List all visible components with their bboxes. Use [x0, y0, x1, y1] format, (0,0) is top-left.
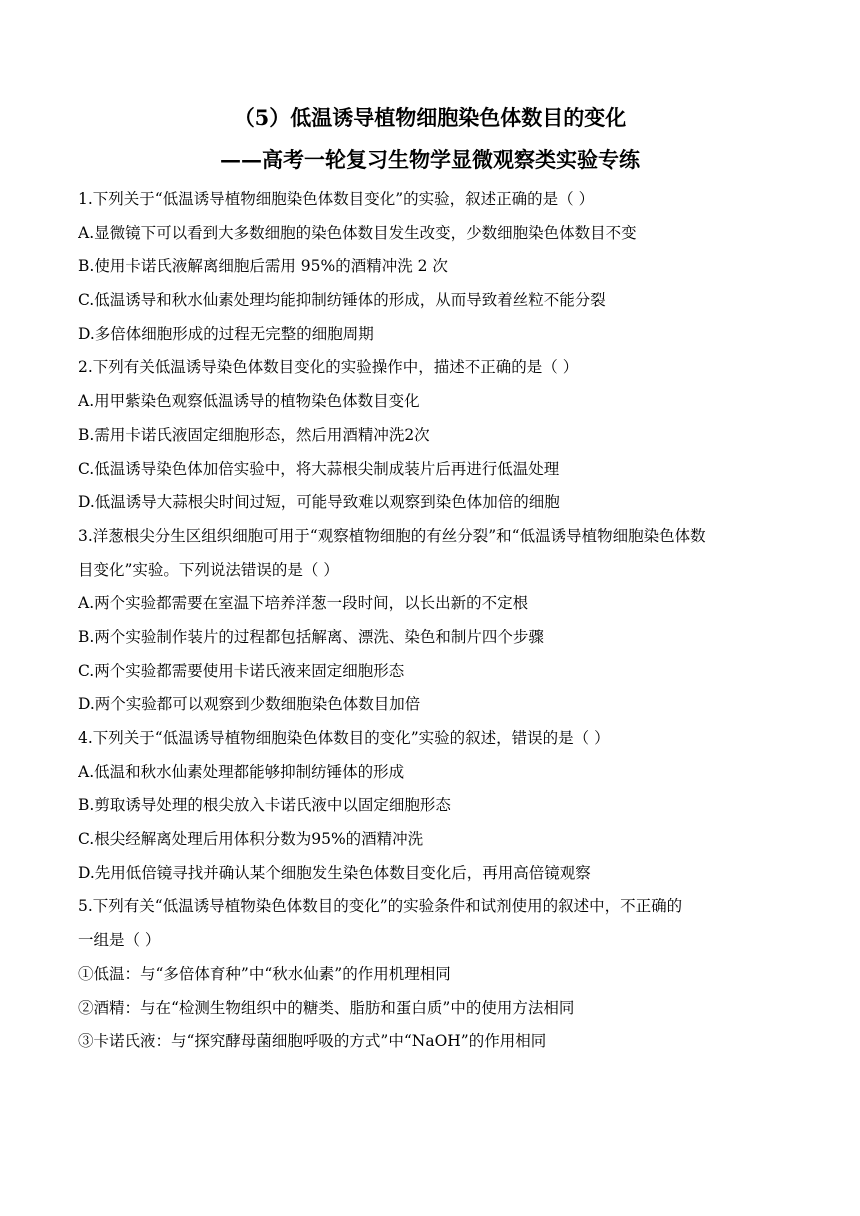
question-3-option-a: A.两个实验都需要在室温下培养洋葱一段时间，以长出新的不定根 — [78, 594, 529, 613]
question-4-option-a: A.低温和秋水仙素处理都能够抑制纺锤体的形成 — [78, 762, 405, 781]
question-2-option-d: D.低温诱导大蒜根尖时间过短，可能导致难以观察到染色体加倍的细胞 — [78, 493, 560, 512]
document-title: （5）低温诱导植物细胞染色体数目的变化 — [233, 105, 627, 130]
question-2-option-c: C.低温诱导染色体加倍实验中，将大蒜根尖制成装片后再进行低温处理 — [78, 459, 560, 478]
question-3-option-d: D.两个实验都可以观察到少数细胞染色体数目加倍 — [78, 695, 421, 714]
document-subtitle: ——高考一轮复习生物学显微观察类实验专练 — [220, 147, 640, 172]
question-5-stem: 5.下列有关“低温诱导植物染色体数目的变化”的实验条件和试剂使用的叙述中，不正确的 — [78, 897, 683, 916]
question-4-option-c: C.根尖经解离处理后用体积分数为95%的酒精冲洗 — [78, 830, 424, 849]
question-1-option-d: D.多倍体细胞形成的过程无完整的细胞周期 — [78, 324, 374, 343]
question-3-stem-continued: 目变化”实验。下列说法错误的是（ ） — [78, 560, 339, 579]
question-2-stem: 2.下列有关低温诱导染色体数目变化的实验操作中，描述不正确的是（ ） — [78, 358, 579, 377]
question-3-stem: 3.洋葱根尖分生区组织细胞可用于“观察植物细胞的有丝分裂”和“低温诱导植物细胞染色体数 — [78, 526, 706, 545]
question-1-option-c: C.低温诱导和秋水仙素处理均能抑制纺锤体的形成，从而导致着丝粒不能分裂 — [78, 291, 606, 310]
question-5-item-3: ③卡诺氏液：与“探究酵母菌细胞呼吸的方式”中“NaOH”的作用相同 — [78, 1032, 547, 1051]
question-3-option-b: B.两个实验制作装片的过程都包括解离、漂洗、染色和制片四个步骤 — [78, 627, 544, 646]
question-5-item-2: ②酒精：与在“检测生物组织中的糖类、脂肪和蛋白质”中的使用方法相同 — [78, 998, 575, 1017]
question-5-item-1: ①低温：与“多倍体育种”中“秋水仙素”的作用机理相同 — [78, 964, 451, 983]
question-1-stem: 1.下列关于“低温诱导植物细胞染色体数目变化”的实验，叙述正确的是（ ） — [78, 190, 595, 208]
question-1-option-b: B.使用卡诺氏液解离细胞后需用 95%的酒精冲洗 2 次 — [78, 257, 448, 276]
question-2-option-a: A.用甲紫染色观察低温诱导的植物染色体数目变化 — [78, 392, 420, 411]
question-5-stem-continued: 一组是（ ） — [78, 931, 161, 950]
question-1-option-a: A.显微镜下可以看到大多数细胞的染色体数目发生改变，少数细胞染色体数目不变 — [78, 223, 637, 242]
question-2-option-b: B.需用卡诺氏液固定细胞形态，然后用酒精冲洗2次 — [78, 425, 430, 444]
question-3-option-c: C.两个实验都需要使用卡诺氏液来固定细胞形态 — [78, 661, 405, 680]
question-4-option-d: D.先用低倍镜寻找并确认某个细胞发生染色体数目变化后，再用高倍镜观察 — [78, 863, 591, 882]
question-4-option-b: B.剪取诱导处理的根尖放入卡诺氏液中以固定细胞形态 — [78, 796, 451, 815]
question-body — [78, 183, 788, 1059]
question-4-stem: 4.下列关于“低温诱导植物细胞染色体数目的变化”实验的叙述，错误的是（ ） — [78, 729, 610, 747]
